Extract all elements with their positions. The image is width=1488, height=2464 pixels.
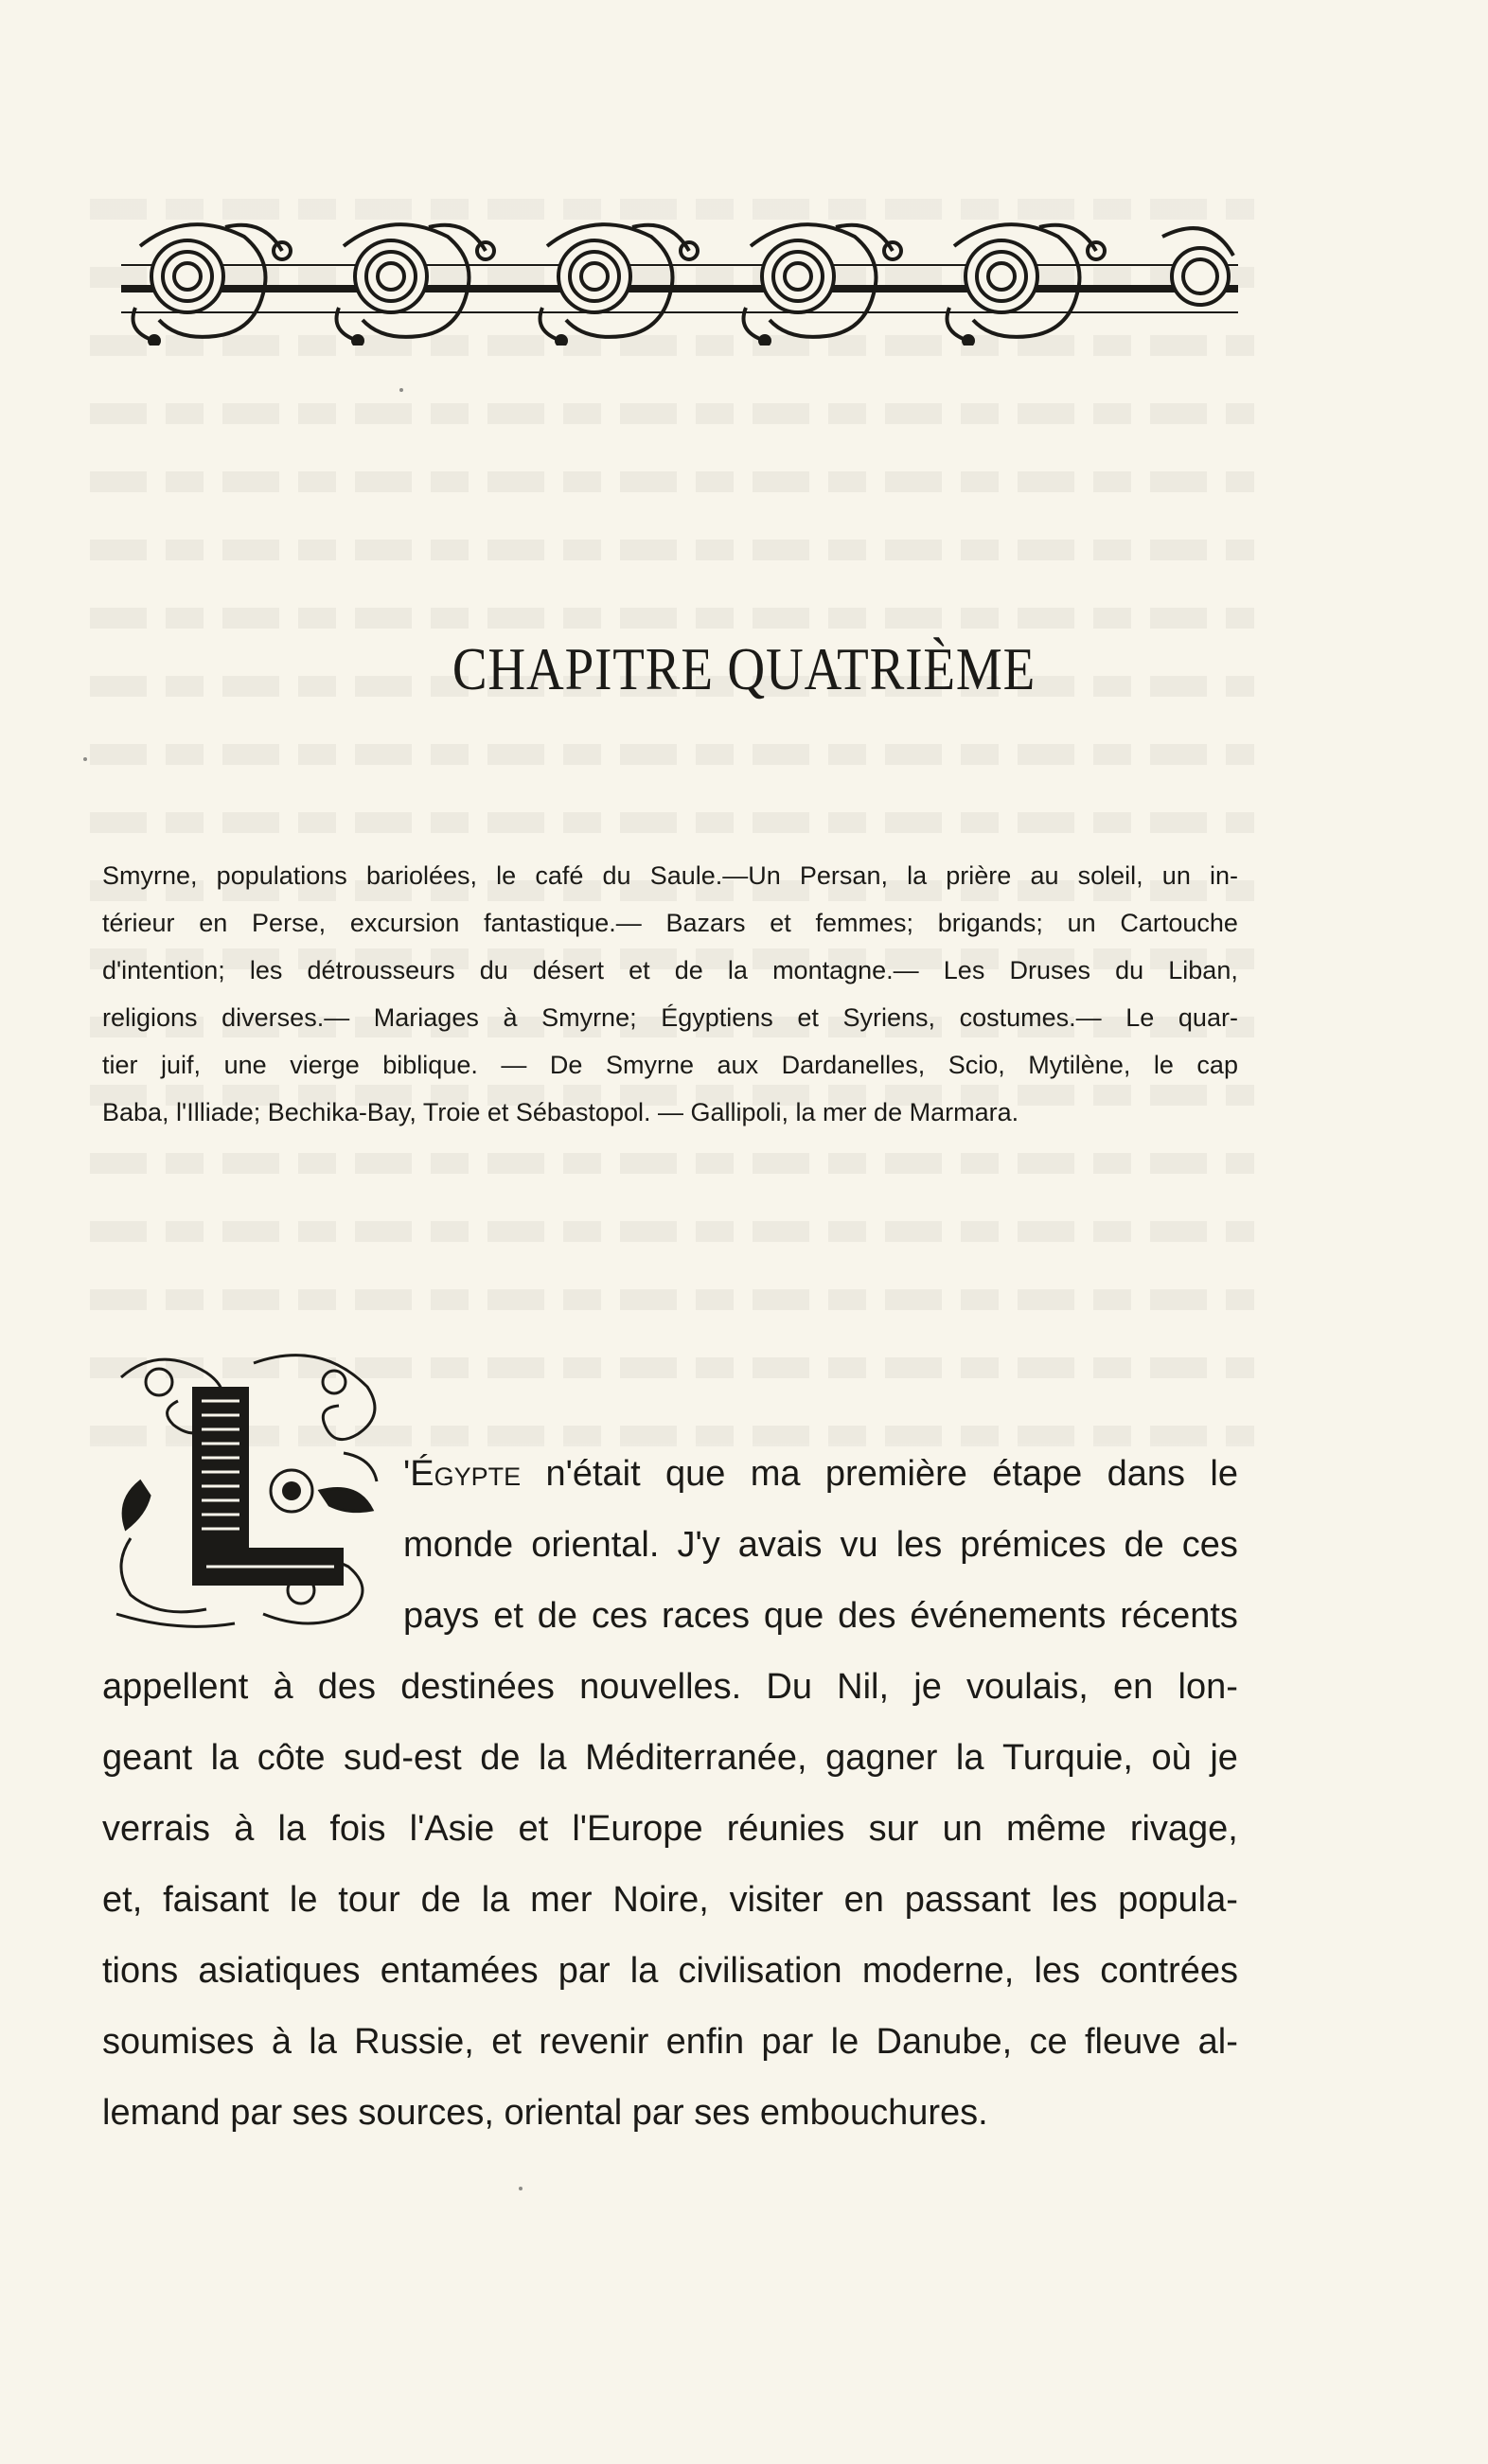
summary-line — [102, 852, 1238, 899]
body-word: rivage, — [1129, 1809, 1238, 1849]
body-word: récents — [1120, 1596, 1238, 1636]
summary-word: Druses — [1009, 956, 1090, 984]
summary-word: bariolées, — [365, 861, 478, 890]
summary-line — [102, 1089, 1238, 1136]
summary-word: excursion — [349, 909, 460, 937]
summary-word: brigands; — [937, 909, 1043, 937]
body-word: et — [491, 2022, 522, 2062]
body-word: races — [662, 1596, 750, 1636]
summary-word: religions — [102, 1003, 198, 1032]
body-word: Nil, — [837, 1667, 890, 1707]
body-word: la — [309, 2022, 337, 2062]
body-word: fois — [329, 1809, 386, 1849]
body-word: sud-est — [344, 1738, 462, 1778]
body-word: des — [838, 1596, 896, 1636]
body-word: à — [234, 1809, 255, 1849]
summary-word: la — [907, 861, 928, 890]
body-word: verrais — [102, 1809, 211, 1849]
body-word: ma — [750, 1454, 801, 1494]
summary-word: en — [199, 909, 228, 937]
body-word: la — [210, 1738, 239, 1778]
summary-word: le — [496, 861, 517, 890]
summary-word: Dardanelles, — [781, 1051, 926, 1079]
body-word: le — [830, 2022, 859, 2062]
summary-line — [102, 899, 1238, 947]
body-word: à — [271, 2022, 292, 2062]
body-word: je — [913, 1667, 942, 1707]
summary-word: café — [535, 861, 584, 890]
body-word: de — [537, 1596, 578, 1636]
body-word: je — [1210, 1738, 1238, 1778]
body-word: l'Europe — [572, 1809, 703, 1849]
body-word: le — [289, 1880, 318, 1920]
body-word: ces — [1181, 1525, 1238, 1565]
body-word: Turquie, — [1002, 1738, 1133, 1778]
summary-word: Smyrne, — [102, 861, 198, 890]
summary-word: térieur — [102, 909, 175, 937]
body-word: visiter — [729, 1880, 824, 1920]
body-word: entamées — [380, 1951, 539, 1991]
summary-line — [102, 1041, 1238, 1089]
body-word: dans — [1107, 1454, 1186, 1494]
body-word: par — [558, 1951, 611, 1991]
body-word: et — [518, 1809, 549, 1849]
body-word: à — [273, 1667, 293, 1707]
summary-word: désert — [532, 956, 604, 984]
summary-word: De — [549, 1051, 583, 1079]
body-word: première — [824, 1454, 967, 1494]
body-word: fleuve — [1084, 2022, 1181, 2062]
body-word: côte — [257, 1738, 326, 1778]
body-word: voulais, — [966, 1667, 1089, 1707]
body-word: moderne, — [861, 1951, 1015, 1991]
summary-word: juif, — [161, 1051, 202, 1079]
body-word: que — [763, 1596, 824, 1636]
summary-word: d'intention; — [102, 956, 225, 984]
body-line — [403, 1510, 1238, 1581]
summary-word: du — [1115, 956, 1144, 984]
summary-word: Mytilène, — [1028, 1051, 1131, 1079]
body-word: enfin — [665, 2022, 745, 2062]
print-speck — [399, 388, 403, 392]
summary-word: du — [602, 861, 631, 890]
chapter-title: CHAPITRE QUATRIÈME — [452, 635, 1036, 702]
summary-word: Baba, l'Illiade; Bechika-Bay, Troie et Sébastopol. — Gallipoli, la mer de Marmara. — [102, 1098, 1019, 1126]
summary-word: Smyrne — [605, 1051, 694, 1079]
body-word: en — [1113, 1667, 1154, 1707]
body-word: mer — [530, 1880, 593, 1920]
body-paragraph — [102, 1439, 1238, 2149]
scroll-ornament-icon — [121, 208, 1238, 346]
summary-word: et — [797, 1003, 819, 1032]
summary-word: un — [1161, 861, 1191, 890]
summary-line — [102, 947, 1238, 994]
body-word: destinées — [400, 1667, 555, 1707]
body-word: passant — [904, 1880, 1031, 1920]
summary-word: la — [727, 956, 748, 984]
summary-word: cap — [1196, 1051, 1238, 1079]
summary-word: fantastique.— — [484, 909, 642, 937]
body-word: prémices — [960, 1525, 1107, 1565]
summary-word: le — [1153, 1051, 1174, 1079]
summary-word: détrousseurs — [307, 956, 455, 984]
body-line — [102, 1723, 1238, 1794]
summary-word: populations — [216, 861, 347, 890]
summary-word: les — [249, 956, 283, 984]
summary-word: vierge — [290, 1051, 360, 1079]
body-word: popula- — [1118, 1880, 1238, 1920]
body-word: lemand par ses sources, oriental par ses embouchures. — [102, 2093, 988, 2133]
body-word: étape — [992, 1454, 1083, 1494]
body-word: la — [629, 1951, 659, 1991]
body-word: monde — [403, 1525, 514, 1565]
body-word: J'y — [677, 1525, 720, 1565]
body-word: tions — [102, 1951, 179, 1991]
body-line — [102, 2007, 1238, 2078]
summary-word: Mariages — [373, 1003, 479, 1032]
body-word: les — [1034, 1951, 1081, 1991]
summary-word: femmes; — [815, 909, 914, 937]
body-word: geant — [102, 1738, 193, 1778]
body-line — [403, 1439, 1238, 1510]
summary-word: du — [479, 956, 508, 984]
summary-word: — — [501, 1051, 527, 1079]
body-word: les — [1051, 1880, 1098, 1920]
body-word: asiatiques — [198, 1951, 361, 1991]
chapter-summary — [102, 852, 1238, 1136]
body-word: sur — [868, 1809, 919, 1849]
body-word: Du — [766, 1667, 812, 1707]
body-word: que — [665, 1454, 726, 1494]
summary-word: biblique. — [382, 1051, 478, 1079]
body-word: des — [317, 1667, 377, 1707]
body-word: pays — [403, 1596, 480, 1636]
summary-word: Syriens, — [842, 1003, 936, 1032]
summary-word: au — [1030, 861, 1059, 890]
body-word: al- — [1197, 2022, 1238, 2062]
summary-word: Bazars — [665, 909, 746, 937]
body-word: la — [955, 1738, 984, 1778]
body-word: Noire, — [612, 1880, 709, 1920]
body-word: et, — [102, 1880, 143, 1920]
summary-word: Égyptiens — [661, 1003, 773, 1032]
body-word: en — [843, 1880, 884, 1920]
summary-word: une — [223, 1051, 267, 1079]
body-word: tour — [338, 1880, 400, 1920]
summary-word: Liban, — [1168, 956, 1238, 984]
body-line — [102, 1936, 1238, 2007]
summary-word: Persan, — [799, 861, 888, 890]
body-word: de — [480, 1738, 521, 1778]
body-word: par — [761, 2022, 814, 2062]
summary-word: Saule.—Un — [649, 861, 781, 890]
summary-word: quar- — [1178, 1003, 1238, 1032]
body-word: les — [895, 1525, 943, 1565]
body-word: avais — [737, 1525, 823, 1565]
summary-word: Le — [1125, 1003, 1155, 1032]
body-word: oriental. — [531, 1525, 660, 1565]
summary-word: costumes.— — [959, 1003, 1102, 1032]
body-word: la — [277, 1809, 307, 1849]
body-word: n'était — [545, 1454, 641, 1494]
summary-word: aux — [717, 1051, 759, 1079]
body-word: faisant — [163, 1880, 270, 1920]
summary-word: un — [1067, 909, 1096, 937]
summary-word: montagne.— — [772, 956, 919, 984]
summary-word: de — [674, 956, 703, 984]
body-word: gagner — [825, 1738, 938, 1778]
summary-word: Cartouche — [1120, 909, 1238, 937]
dropcap-continuation: 'Égypte — [403, 1454, 522, 1494]
summary-word: prière — [946, 861, 1012, 890]
summary-word: et — [629, 956, 650, 984]
body-word: lon- — [1178, 1667, 1238, 1707]
body-word: revenir — [539, 2022, 649, 2062]
body-line — [102, 1794, 1238, 1865]
print-speck — [83, 757, 87, 761]
body-word: vu — [840, 1525, 878, 1565]
body-word: nouvelles. — [579, 1667, 742, 1707]
body-word: de — [420, 1880, 461, 1920]
summary-line — [102, 994, 1238, 1041]
print-speck — [519, 2187, 523, 2190]
body-line — [102, 1652, 1238, 1723]
body-word: Danube, — [876, 2022, 1013, 2062]
body-word: la — [538, 1738, 567, 1778]
body-word: et — [493, 1596, 523, 1636]
summary-word: soleil, — [1077, 861, 1143, 890]
body-word: soumises — [102, 2022, 255, 2062]
summary-word: Les — [943, 956, 985, 984]
summary-word: Scio, — [948, 1051, 1005, 1079]
body-word: même — [1006, 1809, 1107, 1849]
summary-word: in- — [1209, 861, 1238, 890]
body-line — [102, 1865, 1238, 1936]
body-word: ces — [591, 1596, 648, 1636]
summary-word: et — [770, 909, 791, 937]
body-word: événements — [910, 1596, 1107, 1636]
body-line — [403, 1581, 1238, 1652]
body-word: où — [1151, 1738, 1192, 1778]
body-word: Russie, — [354, 2022, 474, 2062]
body-word: ce — [1029, 2022, 1068, 2062]
summary-word: à — [503, 1003, 518, 1032]
body-word: réunies — [726, 1809, 845, 1849]
body-word: le — [1210, 1454, 1238, 1494]
body-word: la — [481, 1880, 510, 1920]
body-word: de — [1124, 1525, 1164, 1565]
body-line — [102, 2078, 1238, 2149]
body-word: civilisation — [678, 1951, 842, 1991]
body-word: l'Asie — [409, 1809, 495, 1849]
summary-word: tier — [102, 1051, 138, 1079]
summary-word: Perse, — [252, 909, 327, 937]
body-word: un — [942, 1809, 983, 1849]
body-word: Méditerranée, — [585, 1738, 807, 1778]
summary-word: diverses.— — [221, 1003, 350, 1032]
body-word: contrées — [1100, 1951, 1238, 1991]
summary-word: Smyrne; — [541, 1003, 637, 1032]
body-word: appellent — [102, 1667, 249, 1707]
